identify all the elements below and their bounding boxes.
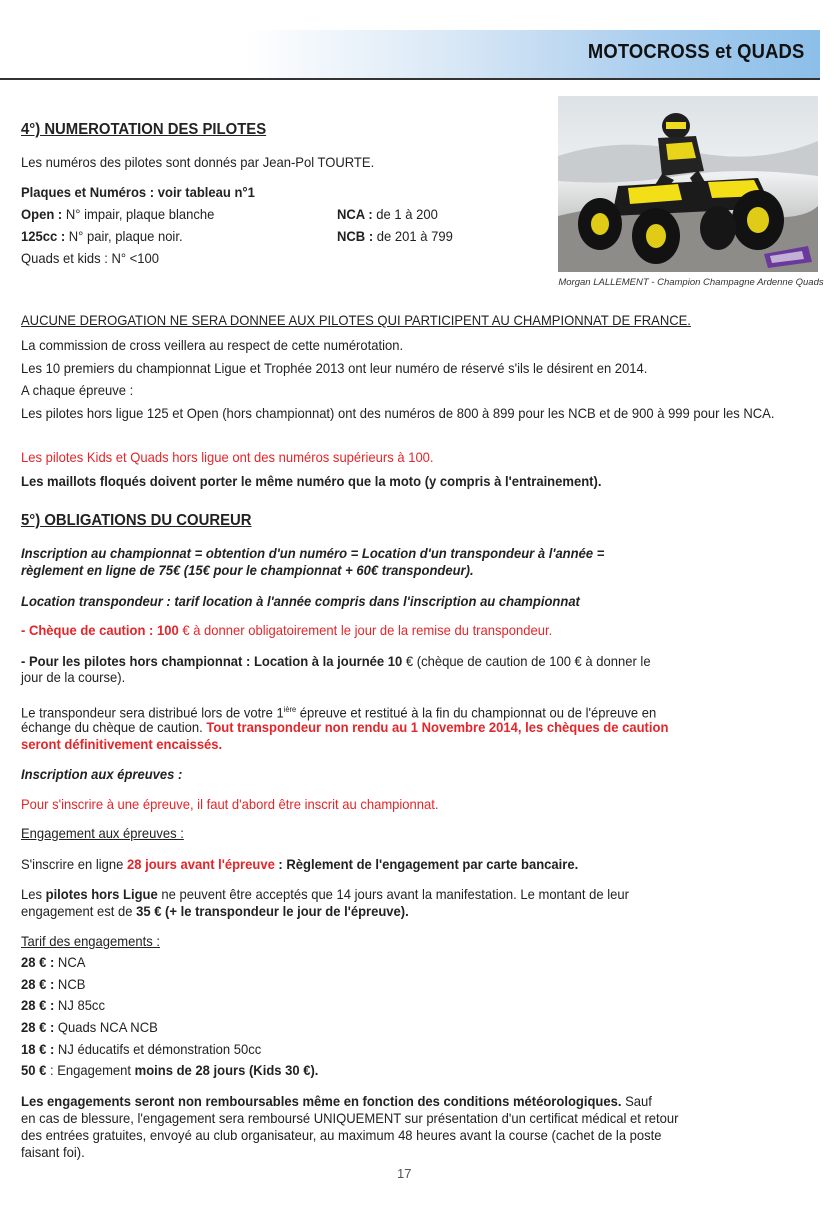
en-ligne-c: : Règlement de l'engagement par carte bancaire. <box>274 856 579 872</box>
tarif-row <box>21 976 85 992</box>
transpondeur-line-3: seront définitivement encaissés. <box>21 736 223 752</box>
hors-ligue-line2-a: engagement est de <box>21 903 137 919</box>
tarif-row <box>21 1041 261 1057</box>
hors-ligue-engagement-1 <box>21 886 629 902</box>
open-label: Open : <box>21 206 63 222</box>
tarif-row <box>21 997 105 1013</box>
quads-kids-rule: Quads et kids : N° <100 <box>21 250 160 266</box>
tarif-label: Tarif des engagements : <box>21 933 160 949</box>
cheque-caution-bold: - Chèque de caution : 100 <box>21 622 179 638</box>
transpondeur-text-a: Le transpondeur sera distribué lors de votre 1 <box>21 704 284 721</box>
inscription-line-2: règlement en ligne de 75€ (15€ pour le championnat + 60€ transpondeur). <box>21 562 474 578</box>
quad-photo <box>558 96 818 272</box>
remboursement-line-1 <box>21 1093 652 1109</box>
section-5-heading: 5°) OBLIGATIONS DU COUREUR <box>21 512 252 529</box>
transpondeur-warning: Tout transpondeur non rendu au 1 Novembre 2014, les chèques de caution <box>206 719 669 735</box>
tarif-price: 28 € : <box>21 1019 55 1035</box>
cheque-caution-rest: € à donner obligatoirement le jour de la remise du transpondeur. <box>178 622 553 638</box>
tarif-price: 18 € : <box>21 1041 55 1057</box>
kids-quads-text: Les pilotes Kids et Quads hors ligue ont des numéros supérieurs à 100. <box>21 449 434 465</box>
remboursement-line-4: faisant foi). <box>21 1144 85 1160</box>
tarif-row <box>21 954 85 970</box>
inscription-epreuves: Inscription aux épreuves : <box>21 766 183 782</box>
hors-ligue-c: ne peuvent être acceptés que 14 jours avant la manifestation. Le montant de leur <box>157 886 629 902</box>
premiers-text: Les 10 premiers du championnat Ligue et Trophée 2013 ont leur numéro de réservé s'ils le désirent en 2014. <box>21 360 648 376</box>
hors-ligue-a: Les <box>21 886 46 902</box>
ncb-label: NCB : <box>337 228 374 244</box>
header-rule <box>0 78 820 80</box>
section-header-title: MOTOCROSS et QUADS <box>587 41 804 63</box>
plaques-numeros: Plaques et Numéros : voir tableau n°1 <box>21 184 255 200</box>
section-4-heading: 4°) NUMEROTATION DES PILOTES <box>21 121 267 138</box>
derogation-notice: AUCUNE DEROGATION NE SERA DONNEE AUX PILOTES QUI PARTICIPENT AU CHAMPIONNAT DE FRANCE. <box>21 312 691 328</box>
open-text: N° impair, plaque blanche <box>62 206 215 222</box>
remboursement-line-2: en cas de blessure, l'engagement sera remboursé UNIQUEMENT sur présentation d'un certificat médical et retour <box>21 1110 679 1126</box>
125cc-label: 125cc : <box>21 228 66 244</box>
remboursement-bold: Les engagements seront non remboursables même en fonction des conditions météorologiques. <box>21 1093 622 1109</box>
hors-ligue-text: Les pilotes hors ligue 125 et Open (hors championnat) ont des numéros de 800 à 899 pour les NCB et de 900 à 999 pour les NCA. <box>21 405 775 421</box>
remboursement-line-3: des entrées gratuites, envoyé au club organisateur, au maximum 48 heures avant la course (cachet de la poste <box>21 1127 662 1143</box>
transpondeur-text-b: épreuve et restitué à la fin du championnat ou de l'épreuve en <box>296 704 657 721</box>
open-rule <box>21 206 214 222</box>
tarif-price: 28 € : <box>21 997 55 1013</box>
tarif-category: NJ éducatifs et démonstration 50cc <box>54 1041 262 1057</box>
ncb-text: de 201 à 799 <box>373 228 453 244</box>
transpondeur-superscript: ière <box>283 705 297 714</box>
tarif-row-last <box>21 1062 318 1078</box>
maillots-text: Les maillots floqués doivent porter le même numéro que la moto (y compris à l'entrainement). <box>21 473 602 489</box>
hors-championnat-rest: € (chèque de caution de 100 € à donner le <box>402 653 651 669</box>
nca-text: de 1 à 200 <box>372 206 438 222</box>
hors-championnat-line-2: jour de la course). <box>21 669 126 685</box>
transpondeur-line-2 <box>21 719 668 735</box>
nca-rule <box>337 206 438 222</box>
tarif-category: NCB <box>54 976 86 992</box>
pour-inscrire: Pour s'inscrire à une épreuve, il faut d'abord être inscrit au championnat. <box>21 796 439 812</box>
nca-label: NCA : <box>337 206 373 222</box>
engagement-label: Engagement aux épreuves : <box>21 825 184 841</box>
chaque-epreuve: A chaque épreuve : <box>21 382 134 398</box>
tarif-category: NCA <box>54 954 86 970</box>
en-ligne-b: 28 jours avant l'épreuve <box>126 856 275 872</box>
en-ligne-a: S'inscrire en ligne <box>21 856 127 872</box>
page-number: 17 <box>397 1166 412 1181</box>
hors-ligue-line2-b: 35 € (+ le transpondeur le jour de l'épreuve). <box>136 903 409 919</box>
tarif-row <box>21 1019 158 1035</box>
transpondeur-exchange: échange du chèque de caution. <box>21 719 207 735</box>
125cc-rule <box>21 228 183 244</box>
hors-ligue-b: pilotes hors Ligue <box>45 886 158 902</box>
hors-ligue-engagement-2 <box>21 903 409 919</box>
en-ligne-line <box>21 856 578 872</box>
numbering-intro: Les numéros des pilotes sont donnés par Jean-Pol TOURTE. <box>21 154 375 170</box>
hors-championnat-bold: - Pour les pilotes hors championnat : Location à la journée 10 <box>21 653 403 669</box>
tarif-last-bold: moins de 28 jours (Kids 30 €). <box>134 1062 319 1078</box>
hors-championnat-line-1 <box>21 653 651 669</box>
tarif-price: 28 € : <box>21 954 55 970</box>
location-transpondeur: Location transpondeur : tarif location à l'année compris dans l'inscription au championnat <box>21 593 580 609</box>
tarif-category: NJ 85cc <box>54 997 105 1013</box>
tarif-last-price: 50 € <box>21 1062 47 1078</box>
tarif-category: Quads NCA NCB <box>54 1019 158 1035</box>
tarif-last-label: : Engagement <box>46 1062 135 1078</box>
tarif-price: 28 € : <box>21 976 55 992</box>
remboursement-sauf: Sauf <box>621 1093 652 1109</box>
inscription-line-1: Inscription au championnat = obtention d'un numéro = Location d'un transpondeur à l'année = <box>21 545 605 561</box>
125cc-text: N° pair, plaque noir. <box>65 228 183 244</box>
commission-text: La commission de cross veillera au respect de cette numérotation. <box>21 337 404 353</box>
cheque-caution <box>21 622 552 638</box>
photo-caption: Morgan LALLEMENT - Champion Champagne Ardenne Quads <box>558 277 824 288</box>
transpondeur-line-1 <box>21 702 656 721</box>
ncb-rule <box>337 228 453 244</box>
